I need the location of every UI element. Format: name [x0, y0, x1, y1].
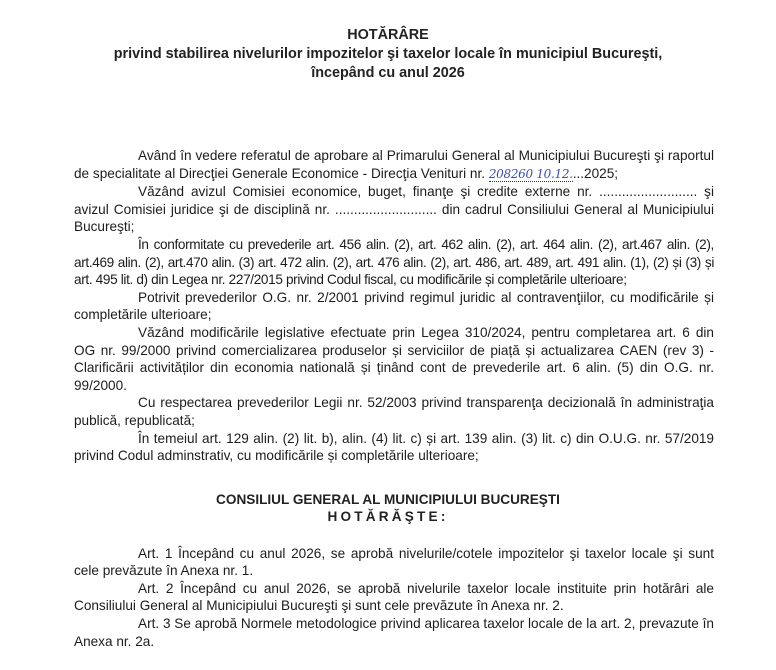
document-header: [0, 26, 776, 83]
article-1: Art. 1 Începând cu anul 2026, se aprobă nivelurile/cotele impozitelor şi taxelor locale şi sunt cele prevăzute în Anexa nr. 1.: [74, 545, 714, 579]
decides-heading: HOTĂRĂŞTE:: [327, 508, 449, 524]
document-subtitle-line-1: privind stabilirea nivelurilor impozitelor şi taxelor locale în municipiul Bucureşti,: [113, 46, 663, 62]
preamble-paragraph-temei: În temeiul art. 129 alin. (2) lit. b), alin. (4) lit. c) și art. 139 alin. (3) lit. c) din O.U.G. nr. 57/2019 privind Codul adminstrativ, cu modificările și completările ulterioare;: [74, 430, 714, 464]
preamble-paragraph-cod-fiscal: În conformitate cu prevederile art. 456 alin. (2), art. 462 alin. (2), art. 464 alin. (2), art.467 alin. (2), art.469 alin. (2), art.470 alin. (3) art. 472 alin. (2), art. 476 alin. (2), art. 486, art. 489, art. 491 alin. (1), (2) și (3) și art. 495 lit. d) din Legea nr. 227/2015 privind Codul fiscal, cu modificările și completările ulterioare;: [74, 236, 714, 288]
document-subtitle-line-2: începând cu anul 2026: [311, 65, 465, 81]
preamble-text-year: ...2025;: [572, 165, 619, 181]
preamble-text: Având în vedere referatul de aprobare al Primarului General al Municipiului Bucureşti şi raportul de specialitate al Direcţiei Generale Economice - Direcţia Venituri nr.: [74, 148, 714, 181]
handwritten-registration-number: 208260 10.12.: [488, 166, 573, 181]
registration-number-field: [489, 166, 573, 182]
preamble-paragraph-legea-310: Văzând modificările legislative efectuate prin Legea 310/2024, pentru completarea art. 6 din OG nr. 99/2000 privind comercializarea produselor și serviciilor de piață și actualizarea CAEN (rev 3) - Clarificării activităților din economia natională și ținând cont de prevederile art. 6 alin. (5) din O.G. nr. 99/2000.: [74, 324, 714, 393]
preamble-paragraph-avize: Văzând avizul Comisiei economice, buget, finanţe şi credite externe nr. .......................... şi avizul Comisiei juridice şi de disciplină nr. ........................... din cadrul Consiliului General al Municipiului Bucureşti;: [74, 184, 714, 235]
council-heading: [0, 491, 776, 525]
preamble-paragraph-referat: [74, 147, 714, 183]
document-title: HOTĂRÂRE: [347, 27, 429, 43]
preamble-section: [74, 147, 714, 465]
council-name: CONSILIUL GENERAL AL MUNICIPIULUI BUCUREŞTI: [216, 491, 560, 507]
article-3: Art. 3 Se aprobă Normele metodologice privind aplicarea taxelor locale de la art. 2, prevazute în Anexa nr. 2a.: [74, 616, 714, 649]
preamble-paragraph-legea-52: Cu respectarea prevederilor Legii nr. 52/2003 privind transparenţa decizională în administraţia publică, republicată;: [74, 395, 714, 428]
preamble-paragraph-og-2-2001: Potrivit prevederilor O.G. nr. 2/2001 privind regimul juridic al contravenţiilor, cu modificările și completările ulterioare;: [74, 289, 714, 323]
article-2: Art. 2 Începând cu anul 2026, se aprobă nivelurile taxelor locale instituite prin hotărâri ale Consiliului General al Municipiului Bucureşti şi sunt cele prevăzute în Anexa nr. 2.: [74, 580, 714, 614]
articles-section: [74, 545, 714, 670]
